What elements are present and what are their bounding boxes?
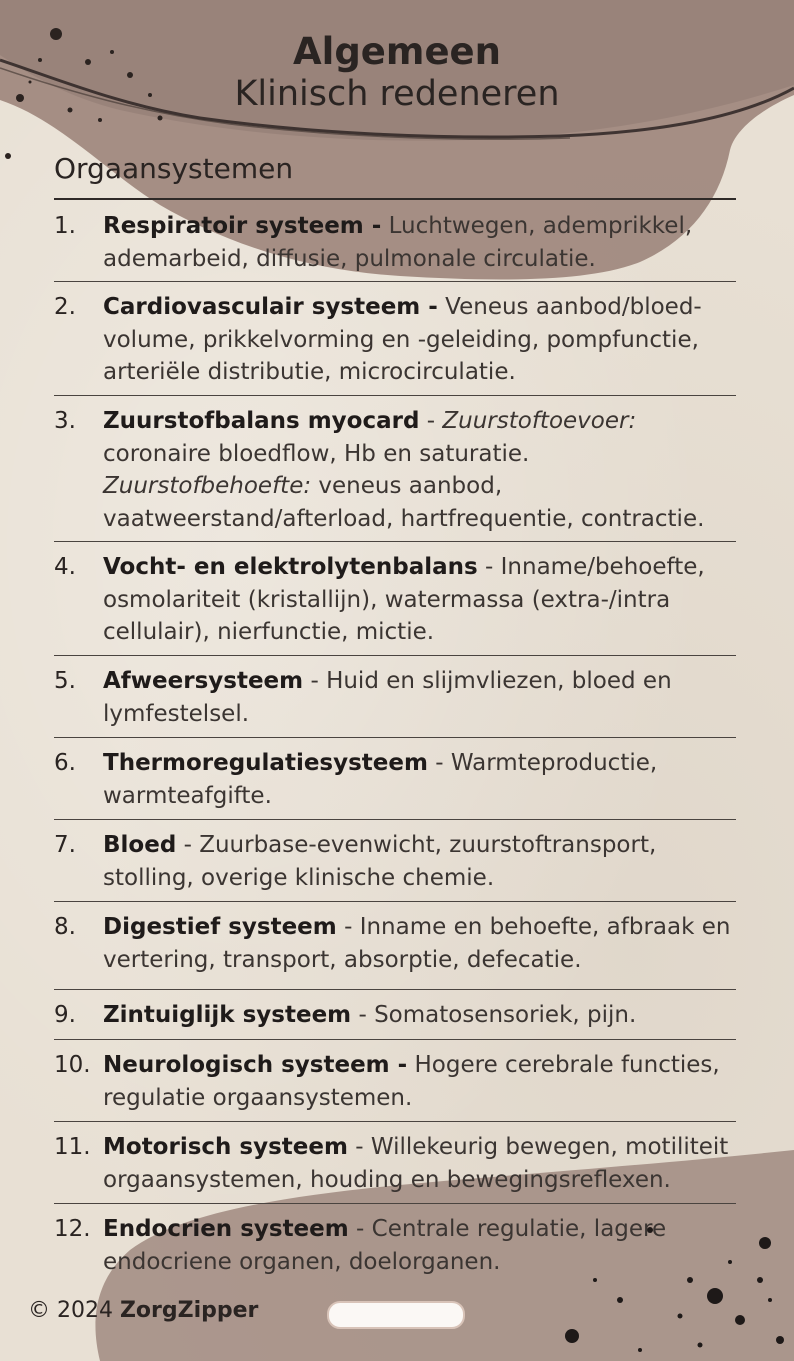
item-label: Zuurstofbehoefte: [103,473,312,499]
brand-name: ZorgZipper [119,1298,259,1323]
page-title: Algemeen [293,30,501,73]
page-subtitle: Klinisch redeneren [234,74,560,114]
item-description: Veneus aanbod/bloed-volume, prikkelvorming en -geleiding, pompfunctie, arteriële distributie, microcirculatie. [103,294,702,385]
item-description: Hogere cerebrale functies, regulatie orgaansystemen. [103,1052,720,1111]
list-item [54,201,736,282]
item-description: - Inname/behoefte, osmolariteit (kristallijn), watermassa (extra-/intra cellulair), nierfunctie, mictie. [103,554,705,645]
item-title: Thermoregulatiesysteem [103,750,428,776]
item-title: Vocht- en elektrolytenbalans [103,554,478,580]
item-title: Cardiovasculair systeem - [103,294,438,320]
item-description: - Zuurbase-evenwicht, zuurstoftransport, stolling, overige klinische chemie. [103,832,657,891]
item-number: 9. [54,1002,76,1028]
item-number: 2. [54,294,76,320]
item-title: Bloed [103,832,177,858]
item-title: Neurologisch systeem - [103,1052,408,1078]
item-description: - Centrale regulatie, lagere endocriene organen, doelorganen. [103,1216,667,1275]
item-description: - Willekeurig bewegen, motiliteit orgaansystemen, houding en bewegingsreflexen. [103,1134,729,1193]
item-number: 1. [54,213,76,239]
item-text [103,405,736,541]
item-text [103,911,736,989]
item-description: - Inname en behoefte, afbraak en vertering, transport, absorptie, defecatie. [103,914,731,973]
item-text [103,210,736,281]
item-title: Afweersysteem [103,668,304,694]
item-title: Endocrien systeem [103,1216,349,1242]
item-number: 10. [54,1052,91,1078]
item-title: Respiratoir systeem - [103,213,382,239]
list-item [54,396,736,542]
item-description: coronaire bloedflow, Hb en saturatie. [103,440,530,467]
list-item [54,990,736,1040]
item-description: - Somatosensoriek, pijn. [358,1002,637,1028]
item-title: Digestief systeem [103,914,337,940]
decorative-pill [327,1301,465,1329]
item-number: 5. [54,668,76,694]
item-label: Zuurstoftoevoer: [442,408,637,434]
section-title: Orgaansystemen [54,152,294,185]
item-number: 3. [54,408,76,434]
item-title: Zintuiglijk systeem [103,1002,352,1028]
list-item [54,738,736,820]
list-item [54,1040,736,1122]
list-item [54,820,736,902]
copyright-text: © 2024 [28,1298,113,1323]
item-text [103,829,736,901]
item-text [103,665,736,737]
organ-system-list [54,201,736,1286]
item-description: veneus aanbod, vaatweerstand/afterload, hartfrequentie, contractie. [103,473,705,532]
item-number: 6. [54,750,76,776]
list-item [54,656,736,738]
list-item [54,1122,736,1204]
item-text [103,1049,736,1121]
item-separator: - [426,408,436,434]
item-title: Motorisch systeem [103,1134,348,1160]
item-number: 11. [54,1134,91,1160]
item-number: 12. [54,1216,91,1242]
list-item [54,902,736,990]
list-item [54,1204,736,1286]
header [0,30,794,114]
item-text [103,747,736,819]
footer-copyright [28,1298,258,1323]
item-text [103,551,736,655]
item-number: 8. [54,914,76,940]
list-item [54,282,736,396]
section-divider [54,198,736,200]
item-description: Luchtwegen, ademprikkel, ademarbeid, diffusie, pulmonale circulatie. [103,213,693,272]
item-number: 4. [54,554,76,580]
item-description: - Huid en slijmvliezen, bloed en lymfestelsel. [103,668,672,727]
item-text [103,999,736,1039]
list-item [54,542,736,656]
item-number: 7. [54,832,76,858]
item-description: - Warmteproductie, warmteafgifte. [103,750,658,809]
item-title: Zuurstofbalans myocard [103,408,420,434]
item-text [103,1131,736,1203]
item-text [103,1213,736,1286]
item-text [103,291,736,395]
